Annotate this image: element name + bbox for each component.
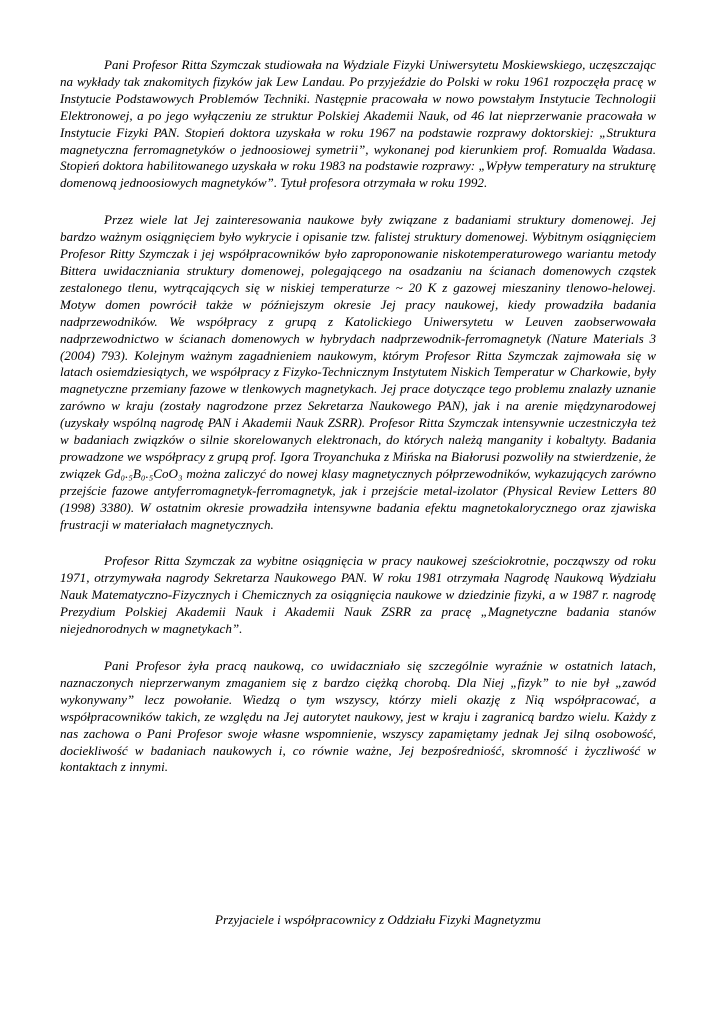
paragraph-biography: Pani Profesor Ritta Szymczak studiowała na Wydziale Fizyki Uniwersytetu Moskiewskiego, uczęszczając na wykłady tak znakomitych fizyków jak Lew Landau. Po przyjeździe do Polski w roku 1961 rozpoczęła pracę w Instytucie Podstawowych Problemów Techniki. Następnie pracowała w nowo powstałym Instytucie Technologii Elektronowej, a po jego wyłączeniu ze struktur Polskiej Akademii Nauk, od 46 lat nieprzerwanie pracowała w Instytucie Fizyki PAN. Stopień doktora uzyskała w roku 1967 na podstawie rozprawy doktorskiej: „Struktura magnetyczna ferromagnetyków o jednoosiowej symetrii”, wykonanej pod kierunkiem prof. Romualda Wadasa. Stopień doktora habilitowanego uzyskała w roku 1983 na podstawie rozprawy: „Wpływ temperatury na strukturę domenową jednoosiowych magnetyków”. Tytuł profesora otrzymała w roku 1992.	[60, 57, 656, 191]
signature-line: Przyjaciele i współpracownicy z Oddziału Fizyki Magnetyzmu	[215, 912, 541, 927]
paragraph-awards: Profesor Ritta Szymczak za wybitne osiągnięcia w pracy naukowej sześciokrotnie, począwszy od roku 1971, otrzymywała nagrody Sekretarza Naukowego PAN. W roku 1981 otrzymała Nagrodę Naukową Wydziału Nauk Matematyczno-Fizycznych i Chemicznych za osiągnięcia naukowe w dziedzinie fizyki, a w 1987 r. nagrodę Prezydium Polskiej Akademii Nauk i Akademii Nauk ZSRR za pracę „Magnetyczne badania stanów niejednorodnych w magnetykach”.	[60, 553, 656, 637]
document-body	[60, 57, 656, 796]
paragraph-tribute: Pani Profesor żyła pracą naukową, co uwidaczniało się szczególnie wyraźnie w ostatnich latach, naznaczonych nieprzerwanym zmaganiem się z bardzo ciężką chorobą. Dla Niej „fizyk” to nie był „zawód wykonywany” lecz powołanie. Wiedzą o tym wszyscy, którzy mieli okazję z Nią współpracować, a współpracowników takich, ze względu na Jej autorytet naukowy, jest w kraju i zagranicą bardzo wielu. Każdy z nas zachowa o Pani Profesor swoje własne wspomnienie, wszyscy zapamiętamy jednak Jej silną osobowość, dociekliwość w badaniach naukowych i, co równie ważne, Jej bezpośredniość, skromność i życzliwość w kontaktach z innymi.	[60, 658, 656, 775]
paragraph-research: Przez wiele lat Jej zainteresowania naukowe były związane z badaniami struktury domenowej. Jej bardzo ważnym osiągnięciem było wykrycie i opisanie tzw. falistej struktury domenowej. Wybitnym osiągnięciem Profesor Ritty Szymczak i jej współpracowników było zaproponowanie niskotemperaturowego wariantu metody Bittera uwidaczniania struktury domenowej, polegającego na osadzaniu na ścianach domenowych cząstek zestalonego tlenu, wytrącających się w niskiej temperaturze ~ 20 K z gazowej mieszaniny tlenowo-helowej. Motyw domen powrócił także w późniejszym okresie Jej pracy naukowej, kiedy prowadziła badania nadprzewodników. We współpracy z grupą z Katolickiego Uniwersytetu w Leuven zaobserwowała nadprzewodnictwo w ścianach domenowych w hybrydach nadprzewodnik-ferromagnetyk (Nature Materials 3 (2004) 793). Kolejnym ważnym zagadnieniem naukowym, którym Profesor Ritta Szymczak zajmowała się w latach osiemdziesiątych, we współpracy z Fizyko-Technicznym Instytutem Niskich Temperatur w Charkowie, były magnetyczne przemiany fazowe w tlenkowych magnetykach. Jej prace dotyczące tego problemu znalazły uznanie zarówno w kraju (zostały nagrodzone przez Sekretarza Naukowego PAN), jak i na arenie międzynarodowej (uzyskały wspólną nagrodę PAN i Akademii Nauk ZSRR). Profesor Ritta Szymczak intensywnie uczestniczyła też w badaniach związków o silnie skorelowanych elektronach, do których należą manganity i kobaltyty. Badania prowadzone we współpracy z grupą prof. Igora Troyanchuka z Mińska na Białorusi pozwoliły na stwierdzenie, że związek Gd₀.₅B₀.₅CoO₃ można zaliczyć do nowej klasy magnetycznych półprzewodników, wykazujących zarówno przejście fazowe antyferromagnetyk-ferromagnetyk, jak i przejście metal-izolator (Physical Review Letters 80 (1998) 3380). W ostatnim okresie prowadziła intensywne badania efektu magnetokalorycznego oraz zjawiska frustracji w materiałach magnetycznych.	[60, 212, 656, 532]
